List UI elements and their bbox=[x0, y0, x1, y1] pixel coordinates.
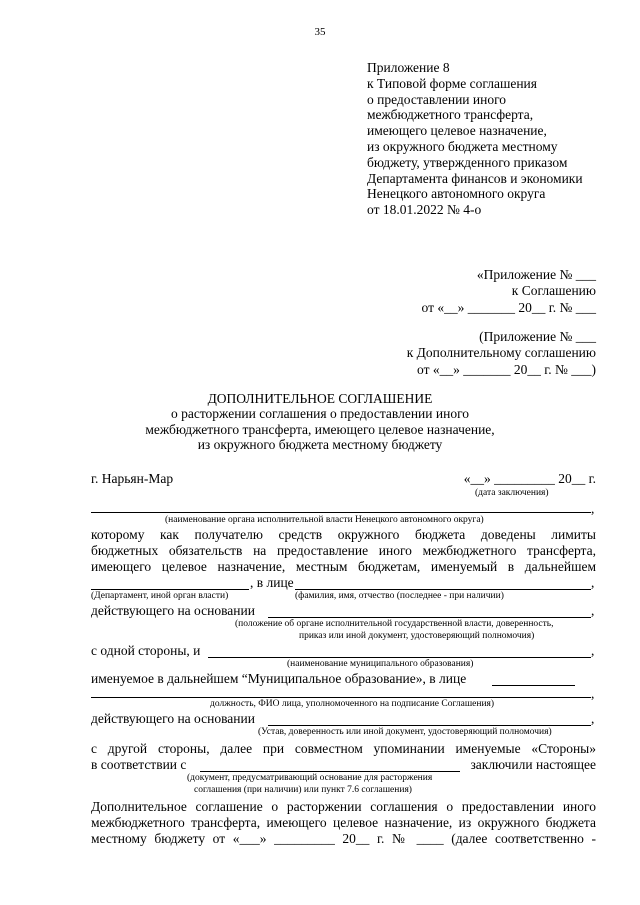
approval-line: бюджету, утвержденного приказом bbox=[367, 154, 568, 170]
annex-line: к Дополнительному соглашению bbox=[406, 345, 596, 361]
comma: , bbox=[591, 643, 595, 658]
basis-note: (положение об органе исполнительной государственной власти, доверенность, bbox=[235, 619, 554, 629]
charter-blank-line bbox=[268, 725, 591, 726]
fio-note: (фамилия, имя, отчество (последнее - при наличии) bbox=[295, 591, 504, 601]
approval-line: Ненецкого автономного округа bbox=[367, 186, 546, 202]
official-note: должность, ФИО лица, уполномоченного на подписание Соглашения) bbox=[210, 699, 495, 709]
concluded-text: заключили настоящее bbox=[470, 757, 596, 772]
basis-note: приказ или иной документ, удостоверяющий полномочия) bbox=[299, 631, 535, 641]
place: г. Нарьян-Мар bbox=[91, 471, 174, 486]
title-line: из окружного бюджета местному бюджету bbox=[197, 437, 443, 453]
comma: , bbox=[591, 603, 595, 618]
approval-line: от 18.01.2022 № 4-о bbox=[367, 202, 482, 218]
body-line: Дополнительное соглашение о расторжении соглашения о предоставлении иного bbox=[91, 799, 596, 814]
fio-blank-line bbox=[295, 589, 591, 590]
annex-line: (Приложение № ___ bbox=[479, 329, 596, 344]
page-number: 35 bbox=[314, 26, 326, 38]
in-person-text: , в лице bbox=[250, 575, 294, 590]
official-inline-blank-line bbox=[492, 685, 575, 686]
body-line: имеющего целевое назначение, местным бюджетам, именуемый в дальнейшем bbox=[91, 559, 596, 574]
title-line: о расторжении соглашения о предоставлении иного bbox=[170, 406, 470, 422]
title-line: межбюджетного трансферта, имеющего целевое назначение, bbox=[145, 421, 495, 437]
document-note: соглашения (при наличии) или пункт 7.6 соглашения) bbox=[194, 785, 412, 795]
comma: , bbox=[591, 501, 595, 516]
approval-line: из окружного бюджета местному bbox=[367, 138, 558, 154]
annex-line: «Приложение № ___ bbox=[476, 267, 596, 282]
referred-muni-text: именуемое в дальнейшем “Муниципальное образование», в лице bbox=[91, 671, 467, 686]
date-blank: «__» _________ 20__ г. bbox=[463, 471, 596, 486]
org-blank-line bbox=[91, 512, 591, 513]
document-note: (документ, предусматривающий основание для расторжения bbox=[187, 773, 433, 783]
date-note: (дата заключения) bbox=[475, 488, 549, 498]
department-note: (Департамент, иной орган власти) bbox=[91, 591, 229, 601]
acting-basis-text: действующего на основании bbox=[91, 603, 255, 618]
body-line: бюджетных обязательств на предоставление иного межбюджетного трансферта, bbox=[91, 543, 596, 558]
comma: , bbox=[591, 686, 595, 701]
one-side-text: с одной стороны, и bbox=[91, 643, 201, 658]
body-line: местному бюджету от «___» _________ 20__ г. № ____ (далее соответственно - bbox=[91, 831, 596, 846]
body-line: с другой стороны, далее при совместном упоминании именуемые «Стороны» bbox=[91, 741, 596, 756]
muni-note: (наименование муниципального образования) bbox=[287, 659, 474, 669]
annex-line: от «__» _______ 20__ г. № ___) bbox=[417, 361, 596, 377]
approval-line: Департамента финансов и экономики bbox=[367, 170, 583, 186]
department-blank-line bbox=[91, 589, 249, 590]
annex-reference-agreement bbox=[422, 267, 597, 316]
comma: , bbox=[591, 575, 595, 590]
approval-line: о предоставлении иного bbox=[367, 91, 507, 107]
title-line: ДОПОЛНИТЕЛЬНОЕ СОГЛАШЕНИЕ bbox=[207, 391, 433, 406]
annex-reference-supplementary bbox=[407, 329, 596, 378]
document-blank-line bbox=[200, 771, 460, 772]
basis-blank-line bbox=[268, 617, 591, 618]
charter-note: (Устав, доверенность или иной документ, удостоверяющий полномочия) bbox=[258, 727, 552, 737]
org-note: (наименование органа исполнительной власти Ненецкого автономного округа) bbox=[165, 515, 484, 525]
approval-line: к Типовой форме соглашения bbox=[367, 75, 537, 91]
approval-line: имеющего целевое назначение, bbox=[367, 123, 547, 139]
annex-line: к Соглашению bbox=[511, 283, 596, 299]
comma: , bbox=[591, 711, 595, 726]
document-title bbox=[0, 391, 640, 453]
approval-line: межбюджетного трансферта, bbox=[367, 107, 534, 123]
muni-blank-line bbox=[208, 657, 591, 658]
acting-basis-text: действующего на основании bbox=[91, 711, 255, 726]
approval-block bbox=[367, 60, 583, 218]
in-accordance-text: в соответствии с bbox=[91, 757, 187, 772]
official-blank-line bbox=[91, 697, 591, 698]
body-line: которому как получателю средств окружного бюджета доведены лимиты bbox=[91, 527, 596, 542]
annex-line: от «__» _______ 20__ г. № ___ bbox=[421, 299, 596, 315]
approval-line: Приложение 8 bbox=[367, 60, 450, 75]
body-line: межбюджетного трансферта, имеющего целевое назначение, из окружного бюджета bbox=[91, 815, 596, 830]
